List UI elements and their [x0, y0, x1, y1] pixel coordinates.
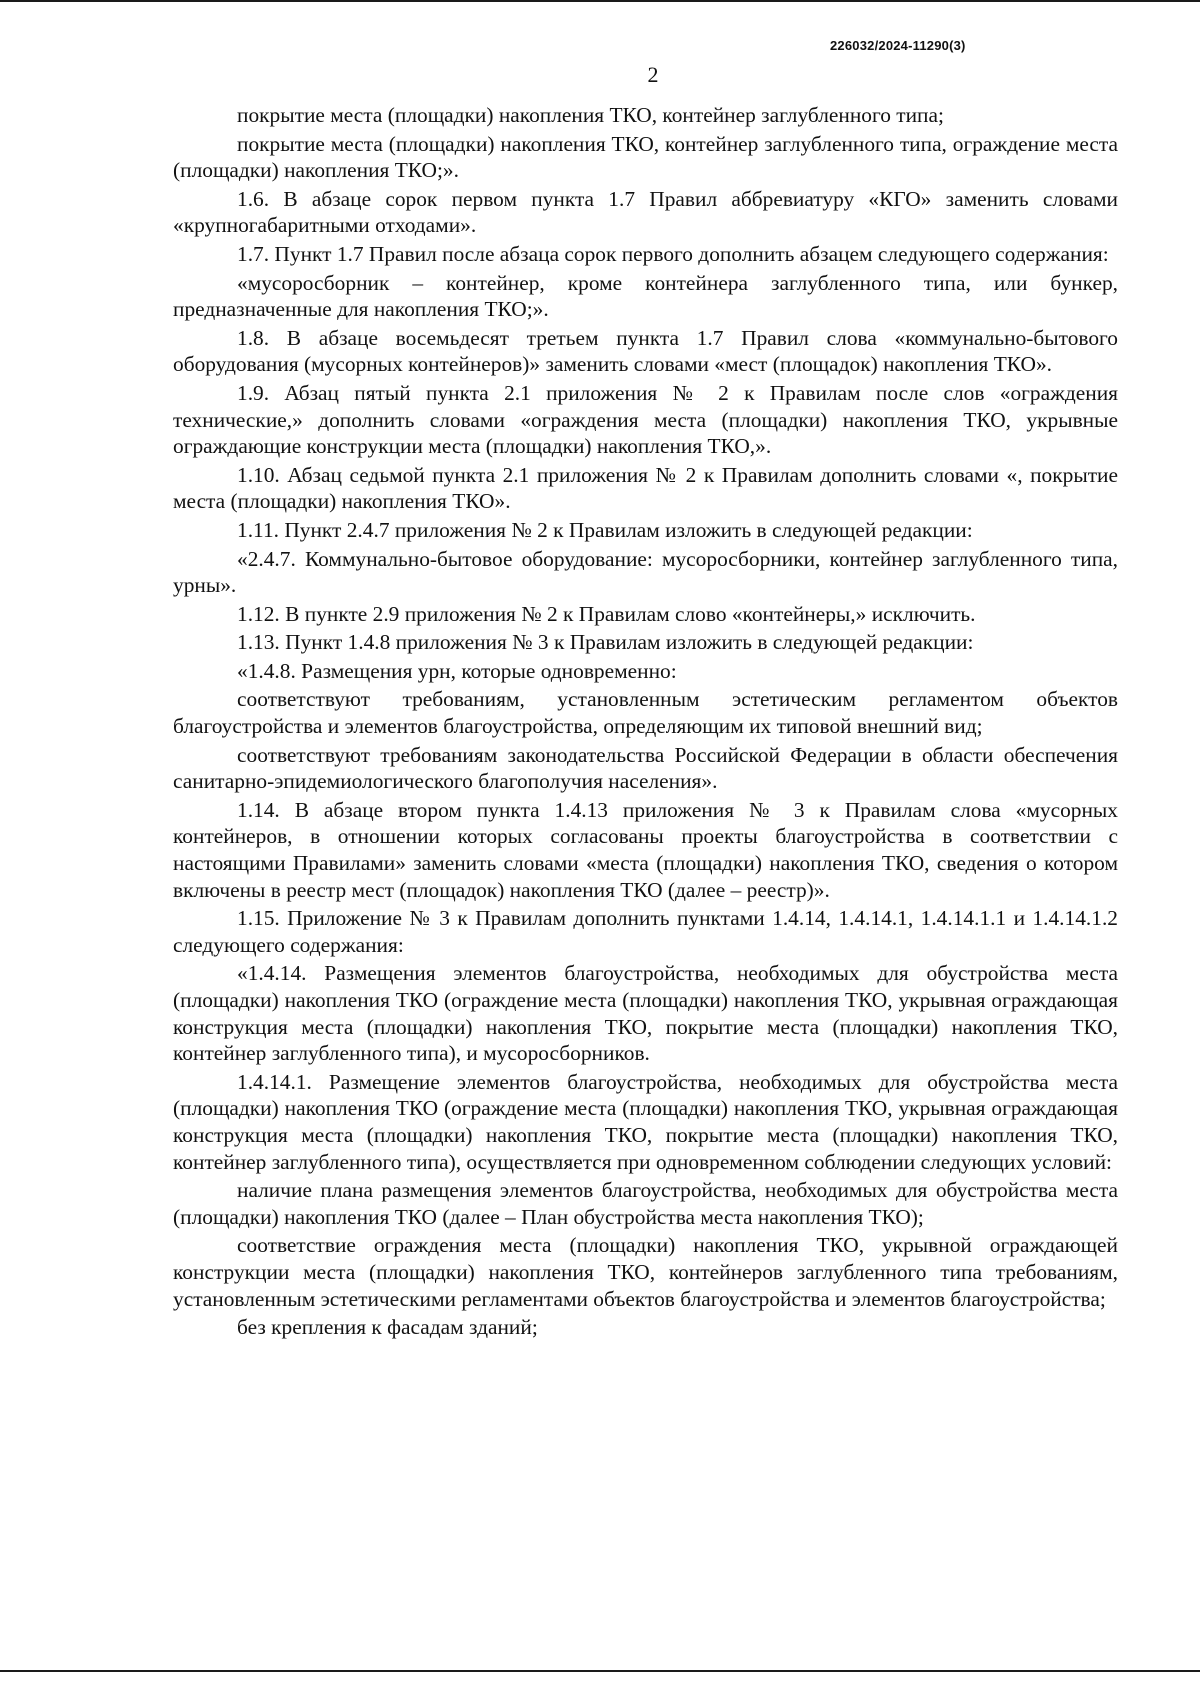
paragraph: 1.13. Пункт 1.4.8 приложения № 3 к Правилам изложить в следующей редакции: [237, 630, 974, 655]
paragraph: соответствуют требованиям, установленным эстетическим регламентом объектов благоустройства и элементов благоустройства, определяющим их типовой внешний вид; [173, 687, 1118, 739]
paragraph: соответствие ограждения места (площадки) накопления ТКО, укрывной ограждающей конструкции места (площадки) накопления ТКО, контейнеров заглубленного типа требованиям, установленным эстетическими регламентами объектов благоустройства и элементов благоустройства; [173, 1233, 1118, 1311]
document-number: 226032/2024-11290(3) [830, 38, 966, 53]
paragraph: покрытие места (площадки) накопления ТКО, контейнер заглубленного типа; [237, 103, 944, 127]
paragraph: «мусоросборник – контейнер, кроме контейнера заглубленного типа, или бункер, предназначенные для накопления ТКО;». [173, 270, 1118, 322]
paragraph: 1.10. Абзац седьмой пункта 2.1 приложения № 2 к Правилам дополнить словами «, покрытие места (площадки) накопления ТКО». [173, 462, 1118, 514]
paragraph: покрытие места (площадки) накопления ТКО, контейнер заглубленного типа, ограждение места (площадки) накопления ТКО;». [173, 131, 1118, 183]
paragraph: 1.4.14.1. Размещение элементов благоустройства, необходимых для обустройства места (площадки) накопления ТКО (ограждение места (площадки) накопления ТКО, укрывная ограждающая конструкция места (площадки) накопления ТКО, покрытие места (площадки) накопления ТКО, контейнер заглубленного типа), осуществляется при одновременном соблюдении следующих условий: [173, 1069, 1118, 1174]
paragraph: наличие плана размещения элементов благоустройства, необходимых для обустройства места (площадки) накопления ТКО (далее – План обустройства места накопления ТКО); [173, 1178, 1118, 1229]
paragraph: 1.6. В абзаце сорок первом пункта 1.7 Правил аббревиатуру «КГО» заменить словами «крупногабаритными отходами». [173, 186, 1118, 238]
paragraph: 1.15. Приложение № 3 к Правилам дополнить пунктами 1.4.14, 1.4.14.1, 1.4.14.1.1 и 1.4.14.1.2 следующего содержания: [173, 906, 1118, 957]
paragraph: «2.4.7. Коммунально-бытовое оборудование: мусоросборники, контейнер заглубленного типа, урны». [173, 546, 1118, 598]
paragraph: «1.4.8. Размещения урн, которые одновременно: [237, 658, 677, 683]
page-number: 2 [647, 62, 659, 87]
paragraph: 1.9. Абзац пятый пункта 2.1 приложения № 2 к Правилам после слов «ограждения технические,» дополнить словами «ограждения места (площадки) накопления ТКО, укрывные ограждающие конструкции места (площадки) накопления ТКО,». [173, 380, 1118, 459]
paragraph: 1.7. Пункт 1.7 Правил после абзаца сорок первого дополнить абзацем следующего содержания: [237, 241, 1109, 266]
paragraph: без крепления к фасадам зданий; [237, 1315, 538, 1340]
document-body [173, 102, 1118, 1341]
paragraph: 1.8. В абзаце восемьдесят третьем пункта 1.7 Правил слова «коммунально-бытового оборудования (мусорных контейнеров)» заменить словами «мест (площадок) накопления ТКО». [173, 325, 1118, 377]
scan-edge-top [0, 0, 1200, 2]
scan-edge-bottom [0, 1670, 1200, 1672]
paragraph: 1.11. Пункт 2.4.7 приложения № 2 к Правилам изложить в следующей редакции: [237, 517, 973, 542]
paragraph: «1.4.14. Размещения элементов благоустройства, необходимых для обустройства места (площадки) накопления ТКО (ограждение места (площадки) накопления ТКО, укрывная ограждающая конструкция места (площадки) накопления ТКО, покрытие места (площадки) накопления ТКО, контейнер заглубленного типа), и мусоросборников. [173, 961, 1118, 1066]
paragraph: соответствуют требованиям законодательства Российской Федерации в области обеспечения санитарно-эпидемиологического благополучия населения». [173, 742, 1118, 794]
paragraph: 1.14. В абзаце втором пункта 1.4.13 приложения № 3 к Правилам слова «мусорных контейнеров, в отношении которых согласованы проекты благоустройства в соответствии с настоящими Правилами» заменить словами «места (площадки) накопления ТКО, сведения о котором включены в реестр мест (площадок) накопления ТКО (далее – реестр)». [173, 797, 1118, 902]
paragraph: 1.12. В пункте 2.9 приложения № 2 к Правилам слово «контейнеры,» исключить. [237, 601, 976, 626]
